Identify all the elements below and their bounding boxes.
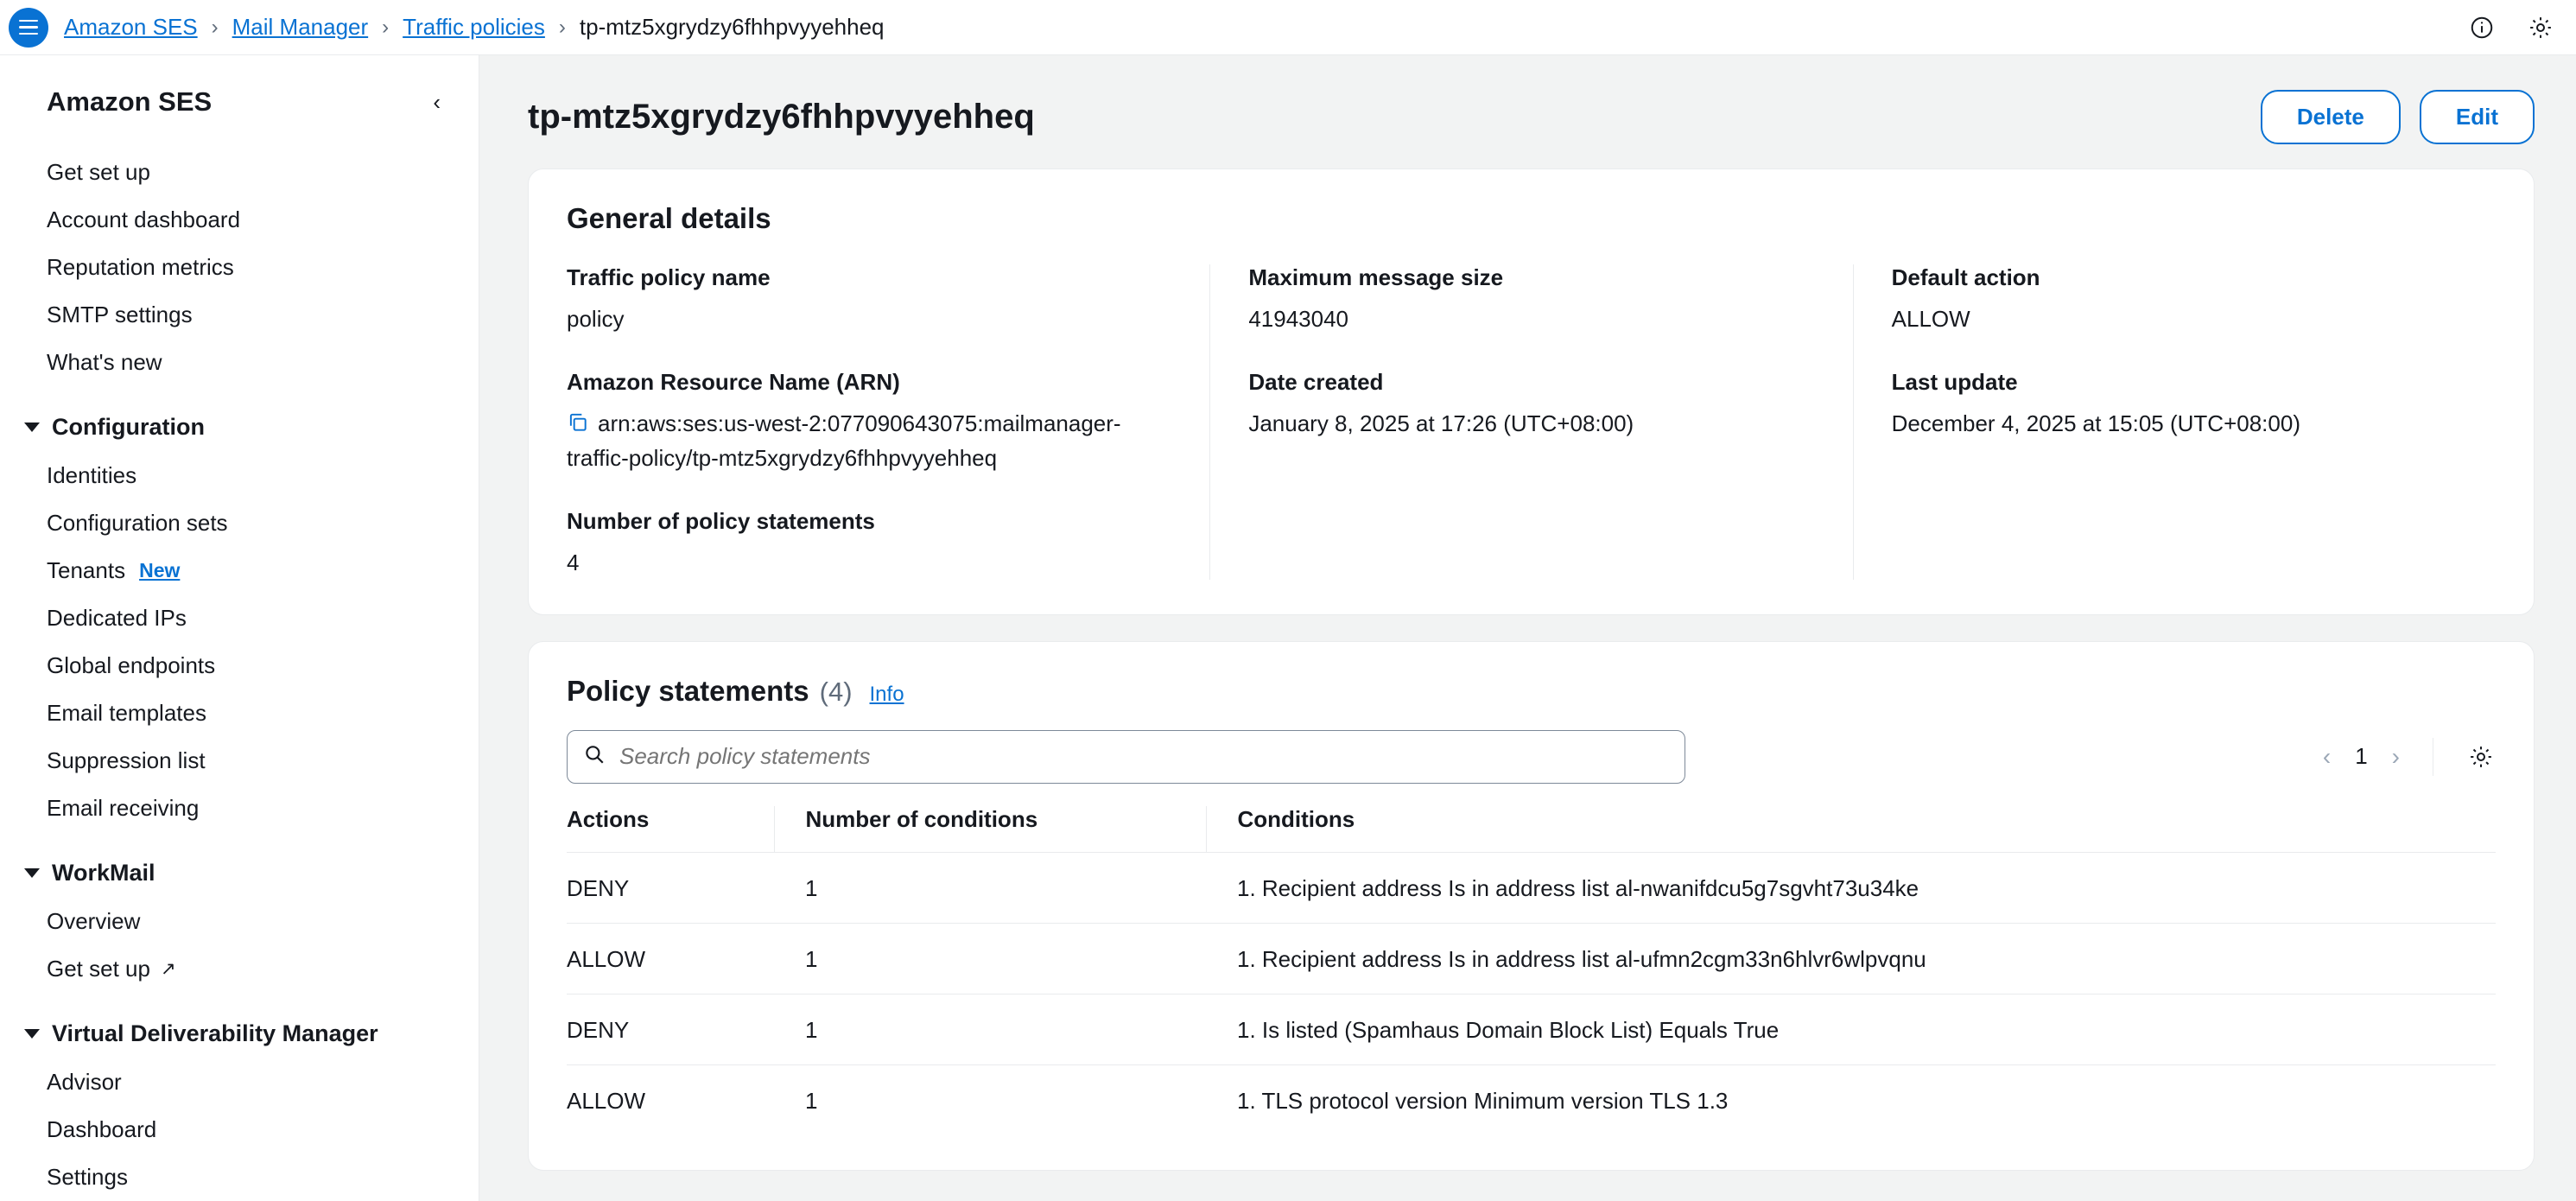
chevron-left-icon[interactable]: ‹: [433, 89, 441, 115]
cell-number-of-conditions: 1: [774, 923, 1206, 994]
info-icon[interactable]: [2467, 13, 2497, 42]
sidebar-item-label: Identities: [47, 462, 137, 488]
maximum-message-size-label: Maximum message size: [1248, 264, 1504, 290]
policy-statements-header: [567, 675, 2496, 708]
page-number[interactable]: 1: [2355, 743, 2368, 770]
details-column-2: [1209, 264, 1852, 580]
column-header-conditions[interactable]: Conditions: [1206, 806, 2496, 853]
sidebar-item-label: Global endpoints: [47, 652, 216, 678]
breadcrumb-item-current: tp-mtz5xgrydzy6fhhpvyyehheq: [579, 14, 885, 40]
search-input[interactable]: [618, 742, 1669, 771]
sidebar-item-configuration-sets[interactable]: [0, 499, 479, 547]
default-action-value: ALLOW: [1891, 306, 1970, 332]
breadcrumb-separator: ›: [558, 15, 566, 39]
edit-button[interactable]: Edit: [2420, 90, 2535, 144]
breadcrumb-item-traffic-policies[interactable]: Traffic policies: [403, 14, 545, 40]
policy-statements-table: [567, 806, 2496, 1135]
page-header-actions: [2261, 90, 2535, 144]
date-created-label: Date created: [1248, 368, 1384, 395]
maximum-message-size-value: 41943040: [1248, 306, 1349, 332]
sidebar-item-label: Email templates: [47, 700, 206, 726]
sidebar-item-advisor[interactable]: [0, 1058, 479, 1106]
cell-number-of-conditions: 1: [774, 852, 1206, 923]
policy-statements-card: [528, 641, 2535, 1171]
search-icon: [583, 743, 606, 770]
cell-action: ALLOW: [567, 923, 774, 994]
sidebar-item-label: Dashboard: [47, 1116, 157, 1142]
sidebar-item-email-receiving[interactable]: [0, 785, 479, 832]
last-update-value: December 4, 2025 at 15:05 (UTC+08:00): [1891, 410, 2300, 436]
details-column-1: [567, 264, 1209, 580]
cell-conditions: 1. Recipient address Is in address list al-ufmn2cgm33n6hlvr6wlpvqnu: [1206, 923, 2496, 994]
maximum-message-size-field: [1248, 264, 1818, 336]
arn-label: Amazon Resource Name (ARN): [567, 368, 900, 395]
sidebar-item-get-set-up-workmail[interactable]: [0, 945, 479, 993]
policy-statements-title: Policy statements: [567, 674, 809, 707]
sidebar-item-identities[interactable]: [0, 452, 479, 499]
sidebar-group-label: Virtual Deliverability Manager: [52, 1020, 378, 1046]
table-row[interactable]: [567, 1064, 2496, 1135]
sidebar-item-reputation-metrics[interactable]: [0, 244, 479, 291]
general-details-grid: [567, 264, 2496, 580]
general-details-title: General details: [567, 202, 771, 234]
table-row[interactable]: [567, 923, 2496, 994]
policy-statements-count: (4): [819, 676, 853, 707]
breadcrumb-item-amazon-ses[interactable]: Amazon SES: [64, 14, 198, 40]
details-column-3: [1853, 264, 2496, 580]
sidebar-item-dashboard[interactable]: [0, 1106, 479, 1153]
sidebar-item-label: Get set up: [47, 956, 150, 982]
sidebar-item-label: Tenants: [47, 557, 126, 583]
cell-action: ALLOW: [567, 1087, 646, 1114]
sidebar-item-label: Suppression list: [47, 747, 206, 773]
gear-icon[interactable]: [2526, 13, 2555, 42]
cell-conditions: 1. TLS protocol version Minimum version TLS 1.3: [1237, 1087, 1729, 1114]
sidebar-header: [0, 86, 479, 118]
sidebar-item-label: SMTP settings: [47, 302, 193, 327]
arn-field: [567, 369, 1175, 475]
general-details-card: [528, 168, 2535, 615]
cell-action: DENY: [567, 994, 774, 1064]
traffic-policy-name-field: [567, 264, 1175, 336]
copy-icon[interactable]: [567, 410, 589, 443]
page-body: [0, 55, 2576, 1201]
search-policy-statements-box[interactable]: [567, 730, 1685, 784]
sidebar-item-account-dashboard[interactable]: [0, 196, 479, 244]
sidebar-item-label: Advisor: [47, 1069, 122, 1095]
new-badge: New: [139, 559, 181, 581]
sidebar-item-get-set-up[interactable]: [0, 149, 479, 196]
page-title: tp-mtz5xgrydzy6fhhpvyyehheq: [528, 98, 1035, 136]
sidebar-title: Amazon SES: [47, 86, 213, 117]
column-header-number-of-conditions[interactable]: Number of conditions: [774, 806, 1206, 853]
caret-down-icon: [24, 1029, 40, 1039]
sidebar-item-label: What's new: [47, 349, 162, 375]
default-action-field: [1892, 264, 2461, 336]
cell-action: DENY: [567, 852, 774, 923]
table-preferences-gear-icon[interactable]: [2466, 742, 2496, 772]
arn-value-row: [567, 408, 1175, 475]
caret-down-icon: [24, 423, 40, 432]
sidebar-item-label: Dedicated IPs: [47, 605, 187, 631]
external-link-icon: ↗: [160, 959, 176, 979]
table-header: [567, 806, 2496, 853]
policy-statements-toolbar: [567, 730, 2496, 784]
last-update-label: Last update: [1891, 368, 2018, 395]
number-of-policy-statements-label: Number of policy statements: [567, 508, 875, 535]
breadcrumb-separator: ›: [382, 15, 390, 39]
policy-statements-info-link[interactable]: Info: [869, 682, 904, 706]
sidebar-item-email-templates[interactable]: [0, 689, 479, 737]
page-header: [479, 55, 2576, 168]
sidebar-item-tenants[interactable]: [0, 547, 479, 594]
sidebar-item-global-endpoints[interactable]: [0, 642, 479, 689]
sidebar-group-virtual-deliverability-manager[interactable]: [0, 1008, 479, 1058]
traffic-policy-name-value: policy: [567, 306, 625, 332]
sidebar-group-workmail[interactable]: [0, 848, 479, 898]
sidebar-item-label: Settings: [47, 1164, 128, 1190]
table-header-row: [567, 806, 2496, 853]
sidebar-item-overview[interactable]: [0, 898, 479, 945]
cell-number-of-conditions: 1: [805, 1087, 818, 1114]
cell-conditions: 1. Recipient address Is in address list al-nwanifdcu5g7sgvht73u34ke: [1206, 852, 2496, 923]
table-row[interactable]: [567, 852, 2496, 923]
sidebar-group-configuration[interactable]: [0, 402, 479, 452]
main-content: [479, 55, 2576, 1201]
sidebar-group-label: WorkMail: [52, 859, 155, 886]
cell-conditions: 1. Is listed (Spamhaus Domain Block List) Equals True: [1206, 994, 2496, 1064]
breadcrumb: [64, 14, 885, 41]
date-created-value: January 8, 2025 at 17:26 (UTC+08:00): [1248, 410, 1634, 436]
menu-icon[interactable]: [9, 8, 48, 48]
pagination: [2323, 738, 2496, 776]
table-body: [567, 852, 2496, 1135]
top-navigation-bar: [0, 0, 2576, 55]
topbar-actions: [2467, 13, 2555, 42]
sidebar-item-dedicated-ips[interactable]: [0, 594, 479, 642]
breadcrumb-separator: ›: [211, 15, 219, 39]
table-row[interactable]: [567, 994, 2496, 1064]
caret-down-icon: [24, 868, 40, 878]
sidebar-item-label: Configuration sets: [47, 510, 228, 536]
breadcrumb-item-mail-manager[interactable]: Mail Manager: [232, 14, 369, 40]
arn-value: arn:aws:ses:us-west-2:077090643075:mailmanager-traffic-policy/tp-mtz5xgrydzy6fhhpvyyehheq: [567, 410, 1121, 472]
sidebar-item-whats-new[interactable]: [0, 339, 479, 386]
sidebar-item-label: Overview: [47, 908, 141, 934]
next-page-icon[interactable]: ›: [2391, 742, 2400, 770]
sidebar-group-label: Configuration: [52, 413, 205, 440]
cell-number-of-conditions: 1: [774, 994, 1206, 1064]
last-update-field: [1892, 369, 2461, 441]
number-of-policy-statements-value: 4: [567, 550, 580, 576]
sidebar-item-label: Email receiving: [47, 795, 200, 821]
default-action-label: Default action: [1891, 264, 2040, 290]
delete-button[interactable]: Delete: [2261, 90, 2401, 144]
previous-page-icon[interactable]: ‹: [2322, 742, 2332, 770]
sidebar-item-smtp-settings[interactable]: [0, 291, 479, 339]
sidebar-item-settings[interactable]: [0, 1153, 479, 1201]
number-of-policy-statements-field: [567, 508, 1175, 580]
sidebar-item-label: Get set up: [47, 159, 150, 185]
sidebar: [0, 55, 479, 1201]
sidebar-item-label: Account dashboard: [47, 207, 241, 232]
column-header-actions[interactable]: Actions: [567, 806, 774, 853]
traffic-policy-name-label: Traffic policy name: [567, 264, 771, 290]
date-created-field: [1248, 369, 1818, 441]
sidebar-item-label: Reputation metrics: [47, 254, 234, 280]
sidebar-item-suppression-list[interactable]: [0, 737, 479, 785]
